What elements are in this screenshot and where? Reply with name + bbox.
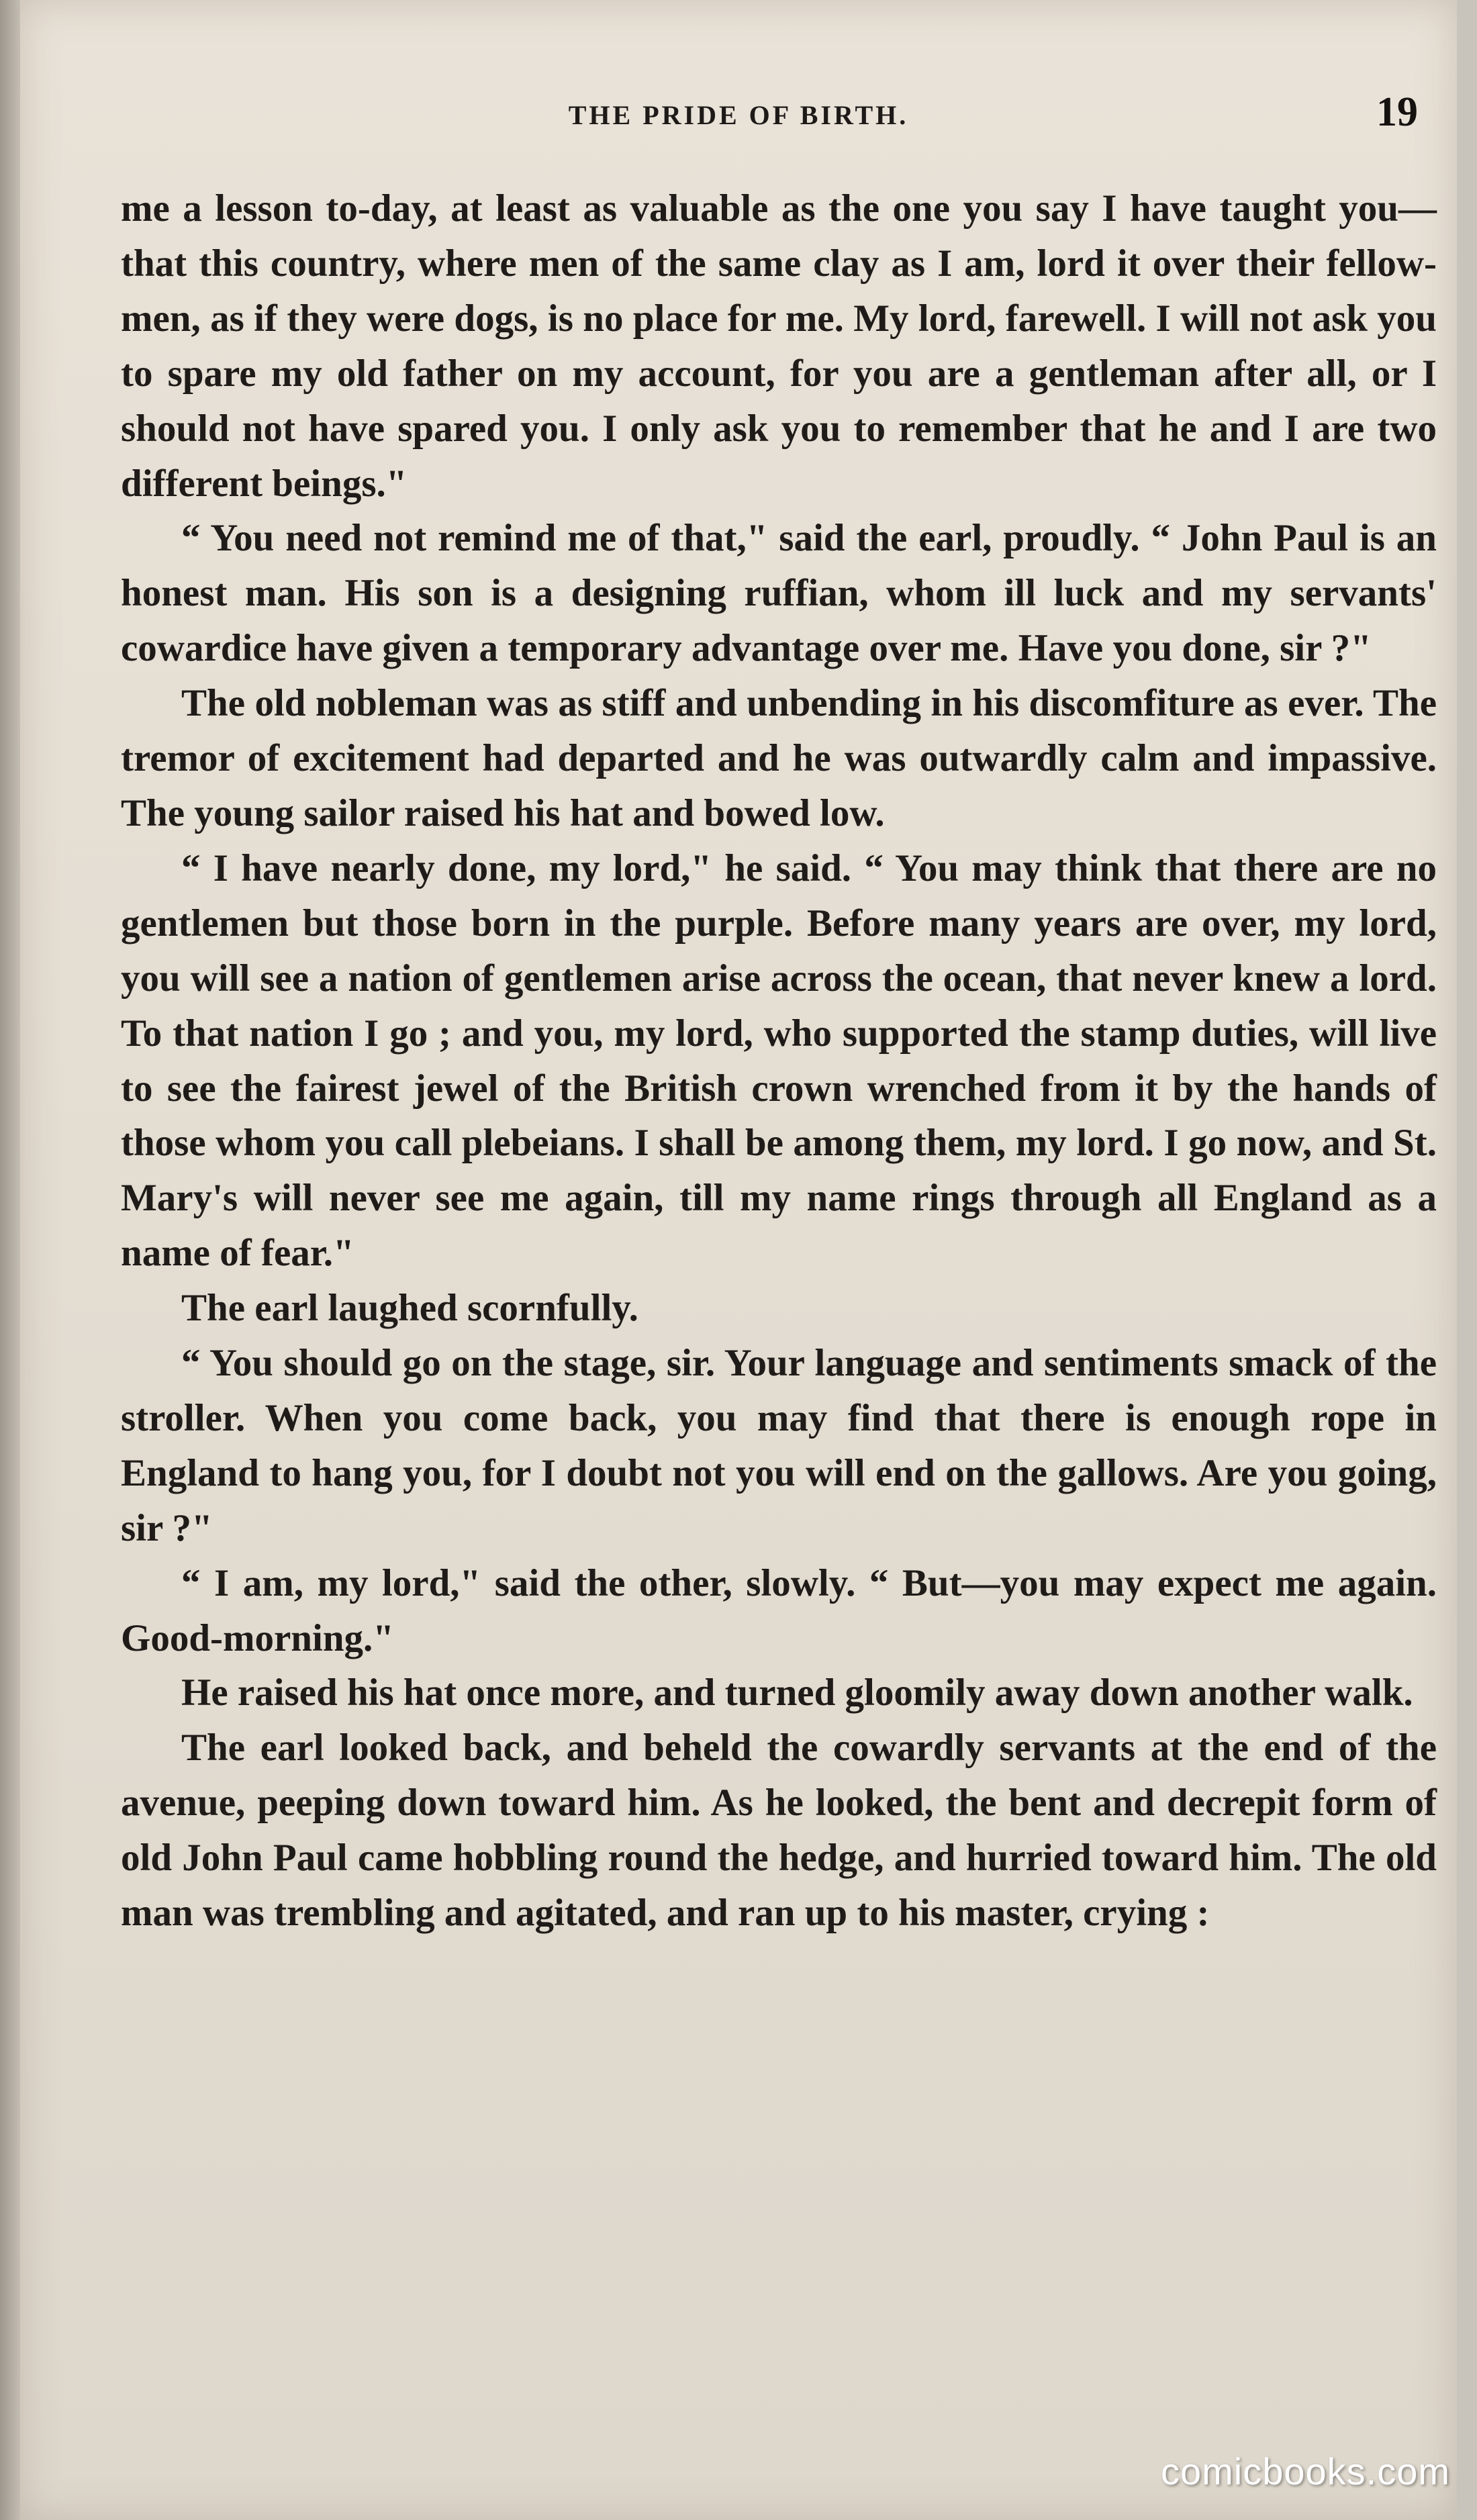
page-number: 19 bbox=[1376, 89, 1418, 135]
paragraph: He raised his hat once more, and turned gloomily away down another walk. bbox=[181, 1671, 1413, 1714]
paragraph: “ You need not remind me of that," said the earl, proudly. “ John Paul is an honest man. His son is a designing ruffian, whom ill luck and my servants' cowardice have given a temporary advantage over me. Have you done, sir ?" bbox=[121, 517, 1437, 670]
paragraph: The old nobleman was as stiff and unbending in his discomfiture as ever. The tremor of excitement had departed and he was outwardly calm and impassive. The young sailor raised his hat and bowed low. bbox=[121, 682, 1437, 834]
book-page bbox=[20, 0, 1457, 2520]
paragraph: “ I am, my lord," said the other, slowly. “ But—you may expect me again. Good-morning." bbox=[121, 1561, 1437, 1659]
watermark-text: comicbooks.com bbox=[1160, 2450, 1450, 2492]
paragraph: The earl looked back, and beheld the cowardly servants at the end of the avenue, peeping down toward him. As he looked, the bent and decrepit form of old John Paul came hobbling round the hedge, and hurried toward him. The old man was trembling and agitated, and ran up to his master, crying : bbox=[121, 1727, 1437, 1935]
paragraph: “ I have nearly done, my lord," he said. “ You may think that there are no gentlemen but those born in the purple. Before many years are over, my lord, you will see a nation of gentlemen arise across the ocean, that never knew a lord. To that nation I go ; and you, my lord, who supported the stamp duties, will live to see the fairest jewel of the British crown wrenched from it by the hands of those whom you call plebeians. I shall be among them, my lord. I go now, and St. Mary's will never see me again, till my name rings through all England as a name of fear." bbox=[121, 846, 1437, 1275]
paragraph: The earl laughed scornfully. bbox=[181, 1287, 638, 1330]
running-title: THE PRIDE OF BIRTH. bbox=[568, 100, 909, 130]
paragraph: “ You should go on the stage, sir. Your language and sentiments smack of the stroller. When you come back, you may find that there is enough rope in England to hang you, for I doubt not you will end on the gallows. Are you going, sir ?" bbox=[121, 1342, 1437, 1549]
paragraph: me a lesson to-day, at least as valuable as the one you say I have taught you—that this country, where men of the same clay as I am, lord it over their fellow-men, as if they were dogs, is no place for me. My lord, farewell. I will not ask you to spare my old father on my account, for you are a gentleman after all, or I should not have spared you. I only ask you to remember that he and I are two different beings." bbox=[121, 187, 1437, 505]
body-text bbox=[121, 181, 1437, 1941]
